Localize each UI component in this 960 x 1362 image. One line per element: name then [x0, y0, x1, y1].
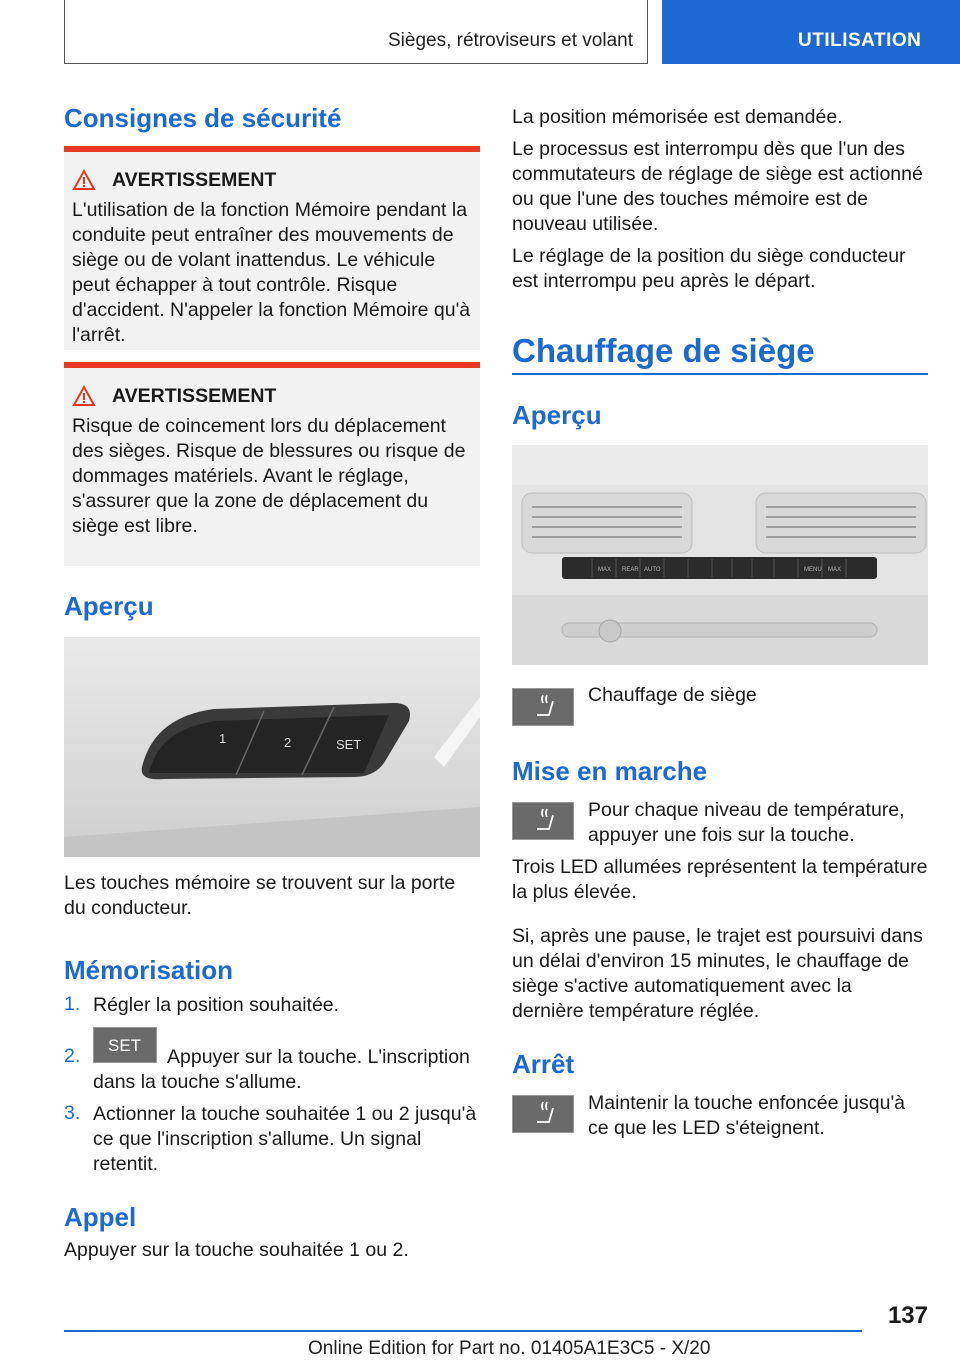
step-text: Actionner la touche souhaitée 1 ou 2 jusqu'à ce que l'inscription s'allume. Un signal retentit.	[93, 1103, 477, 1175]
mise-text: Pour chaque niveau de température, appuyer une fois sur la touche.	[588, 799, 905, 846]
mise-en-marche-title: Mise en marche	[512, 756, 708, 786]
step-2	[64, 1027, 480, 1095]
appel-text: Appuyer sur la touche souhaitée 1 ou 2.	[64, 1239, 409, 1261]
panel-label-max2: MAX	[828, 567, 842, 573]
header-section-box	[64, 0, 648, 64]
step-number: 2.	[64, 1045, 81, 1067]
warning-triangle-icon	[72, 169, 96, 191]
warning-text: Risque de coincement lors du déplacement des sièges. Risque de blessures ou risque de dommages matériels. Avant le réglage, s'assurer que la zone de déplacement du siège est libre.	[72, 415, 466, 537]
arret-text: Maintenir la touche enfoncée jusqu'à ce que les LED s'éteignent.	[588, 1092, 906, 1139]
safety-title: Consignes de sécurité	[64, 103, 342, 133]
step-1	[64, 993, 480, 1018]
right-para-3: Le réglage de la position du siège conducteur est interrompu peu après le départ.	[512, 245, 906, 292]
header-tab[interactable]	[662, 0, 960, 64]
photo-button-set: SET	[336, 737, 362, 752]
warning-box-1	[64, 146, 480, 350]
right-para-1: La position mémorisée est demandée.	[512, 106, 843, 128]
set-button-icon: SET	[93, 1027, 157, 1063]
panel-label-menu: MENU	[804, 567, 822, 573]
apercu-title-left: Aperçu	[64, 591, 154, 621]
memorisation-title: Mémorisation	[64, 955, 234, 985]
header-section-title: Sièges, rétroviseurs et volant	[387, 30, 633, 51]
seat-heating-icon	[512, 802, 574, 840]
seat-heating-icon	[512, 688, 574, 726]
icon-caption: Chauffage de siège	[588, 684, 757, 706]
pause-text: Si, après une pause, le trajet est poursuivi dans un délai d'environ 15 minutes, le chauffage de siège s'active automatiquement avec la dernière température réglée.	[512, 925, 923, 1022]
step-3	[64, 1102, 480, 1177]
panel-label-rear: REAR	[622, 567, 639, 573]
memory-buttons-photo	[64, 637, 480, 857]
appel-title: Appel	[64, 1202, 137, 1232]
right-para-2: Le processus est interrompu dès que l'un des commutateurs de réglage de siège est actionné ou que l'une des touches mémoire est de nouveau utilisée.	[512, 138, 923, 235]
seat-heating-icon	[512, 1095, 574, 1133]
apercu-title-right: Aperçu	[512, 400, 602, 430]
header-tab-label: UTILISATION	[798, 30, 922, 51]
warning-text: L'utilisation de la fonction Mémoire pendant la conduite peut entraîner des mouvements de siège ou de volant inattendus. Le véhicule peut échapper à tout contrôle. Risque d'accident. N'appeler la fonction Mémoire qu'à l'arrêt.	[72, 199, 471, 346]
photo-button-2: 2	[284, 735, 292, 750]
step-number: 3.	[64, 1102, 81, 1124]
footer-rule	[64, 1330, 862, 1332]
apercu-text-left: Les touches mémoire se trouvent sur la porte du conducteur.	[64, 872, 456, 919]
arret-title: Arrêt	[512, 1049, 575, 1079]
photo-button-1: 1	[219, 731, 227, 746]
step-text: Régler la position souhaitée.	[93, 994, 340, 1016]
climate-panel-photo	[512, 445, 928, 665]
panel-label-auto: AUTO	[644, 567, 661, 573]
step-number: 1.	[64, 993, 81, 1015]
warning-label: AVERTISSEMENT	[112, 168, 277, 191]
warning-box-2	[64, 362, 480, 566]
chauffage-title: Chauffage de siège	[512, 332, 815, 369]
panel-label-max: MAX	[598, 567, 612, 573]
footer-edition: Online Edition for Part no. 01405A1E3C5 - X/20	[308, 1338, 711, 1359]
page-number: 137	[887, 1302, 928, 1329]
heading-rule	[512, 373, 928, 375]
led-text: Trois LED allumées représentent la température la plus élevée.	[512, 856, 928, 903]
step-text: Appuyer sur la touche. L'inscription dans la touche s'allume.	[93, 1046, 470, 1093]
warning-triangle-icon	[72, 385, 96, 407]
warning-label: AVERTISSEMENT	[112, 384, 277, 407]
